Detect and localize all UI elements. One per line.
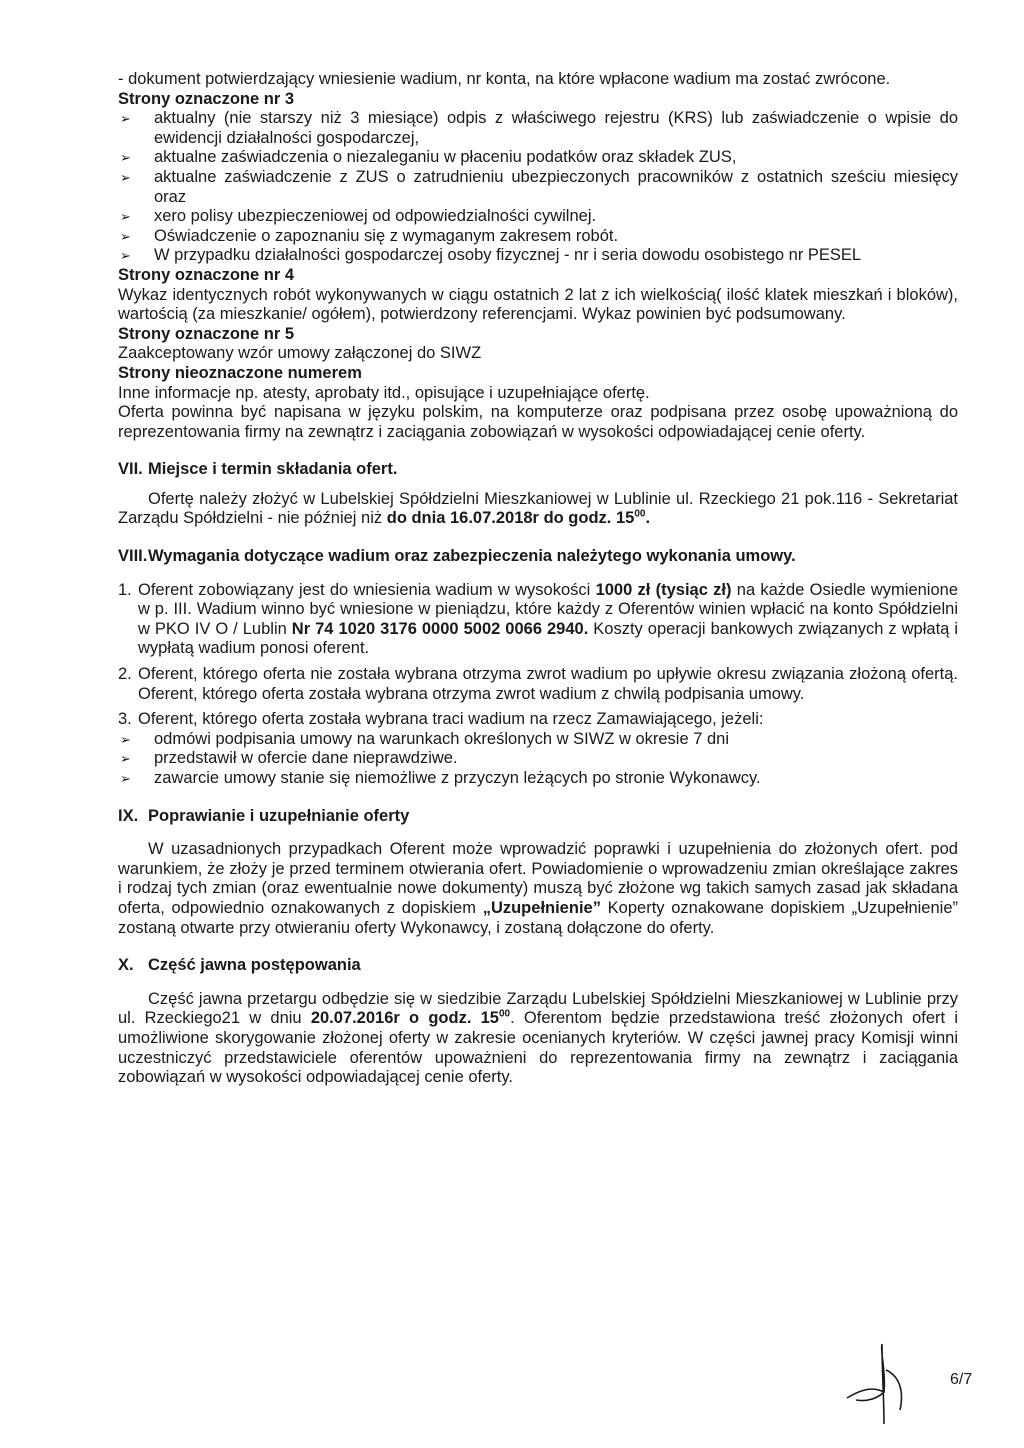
strona5-text: Zaakceptowany wzór umowy załączonej do SIWZ <box>118 344 482 363</box>
nieoznaczone-text: Inne informacje np. atesty, aprobaty itd., opisujące i uzupełniające ofertę. <box>118 383 650 402</box>
arrow-bullet-icon: ➢ <box>120 228 131 244</box>
arrow-bullet-icon: ➢ <box>120 771 131 786</box>
section-title: Wymagania dotyczące wadium oraz zabezpieczenia należytego wykonania umowy. <box>148 547 796 566</box>
list-item: ➢ W przypadku działalności gospodarczej osoby fizycznej - nr i seria dowodu osobistego nr PESEL <box>120 246 862 265</box>
list-item: ➢ przedstawił w ofercie dane nieprawdziwe. <box>120 749 458 768</box>
signature-icon <box>842 1340 932 1430</box>
document-body <box>118 70 958 1088</box>
list-item: ➢ aktualne zaświadczenia o niezaleganiu w płaceniu podatków oraz składek ZUS, <box>120 148 737 167</box>
section-number: IX. <box>118 806 139 825</box>
section-10-heading <box>118 956 958 976</box>
section-7-text: Ofertę należy złożyć w Lubelskiej Spółdzielni Mieszkaniowej w Lublinie ul. Rzeckiego 21 pok.116 - Sekretariat Zarządu Spółdzielni - nie później niż do dnia 16.07.2018r do godz. $15^{00}$. <box>118 489 958 528</box>
strona4-heading: Strony oznaczone nr 4 <box>118 265 295 284</box>
section-8-bullets <box>118 730 958 789</box>
arrow-bullet-icon: ➢ <box>120 111 131 127</box>
arrow-bullet-icon: ➢ <box>120 751 131 767</box>
section-number: VII. <box>118 460 143 479</box>
section-9-heading <box>118 807 958 827</box>
strona3-list <box>118 109 958 266</box>
arrow-bullet-icon: ➢ <box>120 209 131 225</box>
list-item: ➢ aktualne zaświadczenie z ZUS o zatrudnieniu ubezpieczonych pracowników z ostatnich sześciu miesięcy oraz <box>120 167 958 206</box>
arrow-bullet-icon: ➢ <box>120 150 131 166</box>
section-number: VIII. <box>118 547 148 566</box>
section-title: Poprawianie i uzupełnianie oferty <box>148 806 410 825</box>
list-item: ➢ aktualny (nie starszy niż 3 miesiące) odpis z właściwego rejestru (KRS) lub zaświadczenie o wpisie do ewidencji działalności gospodarczej, <box>120 109 958 147</box>
list-item: ➢ xero polisy ubezpieczeniowej od odpowiedzialności cywilnej. <box>120 207 597 226</box>
list-item: 2. Oferent, którego oferta nie została wybrana otrzyma zwrot wadium po upływie okresu związania złożoną ofertą. Oferent, którego oferta została wybrana otrzyma zwrot wadium z chwilą podpisania umowy. <box>118 665 958 703</box>
arrow-bullet-icon: ➢ <box>120 248 131 264</box>
section-10-text: Część jawna przetargu odbędzie się w siedzibie Zarządu Lubelskiej Spółdzielni Mieszkaniowej w Lublinie przy ul. Rzeckiego21 w dniu 20.07.2016r o godz. $15^{00}$. Oferentom będzie przedstawiona treść złożonych ofert i umożliwione skorygowanie złożonej oferty w zakresie ocenianych kryteriów. W części jawnej pracy Komisji winni uczestniczyć przedstawiciele oferentów upoważnieni do reprezentowania firmy na zewnątrz i zaciągania zobowiązań w wysokości odpowiadającej cenie oferty. <box>118 989 959 1087</box>
section-number: X. <box>118 956 134 975</box>
list-item: ➢ Oświadczenie o zapoznaniu się z wymaganym zakresem robót. <box>120 226 619 245</box>
arrow-bullet-icon: ➢ <box>120 169 131 185</box>
list-item: ➢ odmówi podpisania umowy na warunkach określonych w SIWZ w okresie 7 dni <box>120 729 730 748</box>
section-title: Część jawna postępowania <box>148 956 361 975</box>
section-title: Miejsce i termin składania ofert. <box>148 460 398 479</box>
intro-line: - dokument potwierdzający wniesienie wadium, nr konta, na które wpłacone wadium ma zostać zwrócone. <box>118 70 891 88</box>
section-7-heading <box>118 460 958 480</box>
nieoznaczone-text2: Oferta powinna być napisana w języku polskim, na komputerze oraz podpisana przez osobę upoważnioną do reprezentowania firmy na zewnątrz i zaciągania zobowiązań w wysokości odpowiadającej cenie oferty. <box>118 403 958 441</box>
strona5-heading: Strony oznaczone nr 5 <box>118 324 295 343</box>
section-8-heading <box>118 547 958 567</box>
page-number: 6/7 <box>950 1371 973 1388</box>
list-item: ➢ zawarcie umowy stanie się niemożliwe z przyczyn leżących po stronie Wykonawcy. <box>120 769 761 787</box>
list-item: 1. Oferent zobowiązany jest do wniesienia wadium w wysokości 1000 zł (tysiąc zł) na każde Osiedle wymienione w p. III. Wadium winno być wniesione w pieniądzu, które każdy z Oferentów winien wpłacić na konto Spółdzielni w PKO IV O / Lublin Nr 74 1020 3176 0000 5002 0066 2940. Koszty operacji bankowych związanych z wpłatą i wypłatą wadium ponosi oferent. <box>118 580 959 658</box>
strona3-heading: Strony oznaczone nr 3 <box>118 89 295 108</box>
list-item: 3. Oferent, którego oferta została wybrana traci wadium na rzecz Zamawiającego, jeżeli: <box>118 710 764 729</box>
strona4-text: Wykaz identycznych robót wykonywanych w ciągu ostatnich 2 lat z ich wielkością( ilość klatek mieszkań i bloków), wartością (za mieszkanie/ ogółem), potwierdzony referencjami. Wykaz powinien być podsumowany. <box>118 285 958 324</box>
arrow-bullet-icon: ➢ <box>120 731 131 747</box>
section-9-text: W uzasadnionych przypadkach Oferent może wprowadzić poprawki i uzupełnienia do złożonych ofert. pod warunkiem, że złoży je przed terminem otwierania ofert. Powiadomienie o wprowadzeniu zmian określające zakres i rodzaj tych zmian (oraz ewentualnie nowe dokumenty) muszą być złożone wg takich samych zasad jak składana oferta, odpowiednio oznakowanych z dopiskiem „Uzupełnienie” Koperty oznakowane dopiskiem „Uzupełnienie” zostaną otwarte przy otwieraniu oferty Wykonawcy, i zostaną dołączone do oferty. <box>118 840 958 937</box>
nieoznaczone-heading: Strony nieoznaczone numerem <box>118 363 362 382</box>
